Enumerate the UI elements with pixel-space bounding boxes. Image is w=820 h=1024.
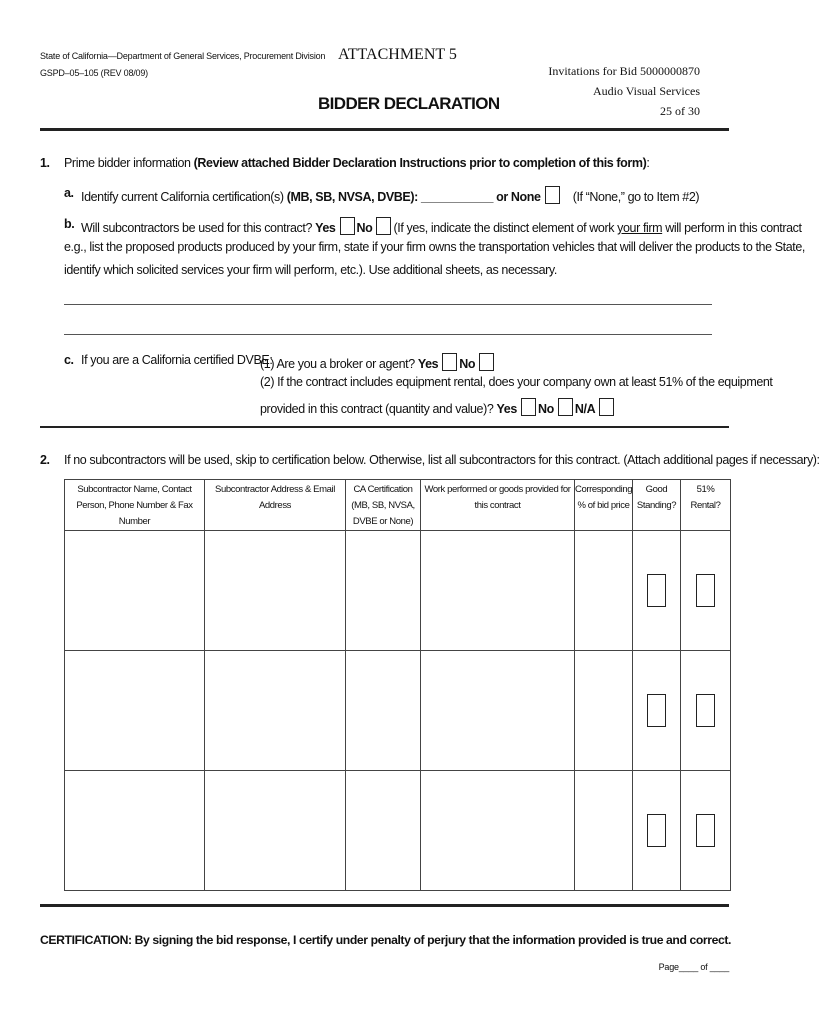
rental-cell [681,771,731,891]
item-1-lead-end: : [646,156,650,170]
certification-statement: CERTIFICATION: By signing the bid response, I certify under penalty of perjury that the information provided is true and correct. [40,933,732,947]
good-standing-checkbox[interactable] [647,814,666,847]
item-1a-cert-field: (MB, SB, NVSA, DVBE): ___________ or None [286,190,541,204]
write-in-line-2[interactable] [64,334,712,335]
rental-cell [681,651,731,771]
good-standing-checkbox[interactable] [647,574,666,607]
name-cell[interactable] [65,531,205,651]
work-cell[interactable] [421,531,575,651]
rental-yes-checkbox[interactable] [521,398,536,416]
good-standing-checkbox[interactable] [647,694,666,727]
no-label: No [356,221,373,235]
item-1a-row [81,186,699,204]
table-row [65,531,731,651]
item-1c-label: c. [64,353,74,367]
col-ca-certification: CA Certification (MB, SB, NVSA, DVBE or None) [346,480,421,531]
name-cell[interactable] [65,771,205,891]
item-1b-line-2: e.g., list the proposed products produced by your firm, state if your firm owns the transportation vehicles that will deliver the products to the State, [64,240,805,254]
item-1b-row [81,217,802,235]
rental-na-checkbox[interactable] [599,398,614,416]
certification-cell[interactable] [346,771,421,891]
item-1-number: 1. [40,156,50,170]
address-cell[interactable] [205,531,346,651]
good-standing-cell [633,651,681,771]
item-1b-line-3: identify which solicited services your firm will perform, etc.). Use additional sheets, as necessary. [64,263,557,277]
table-row [65,651,731,771]
col-subcontractor-name: Subcontractor Name, Contact Person, Phone Number & Fax Number [65,480,205,531]
broker-yes-label: Yes [417,357,439,371]
rental-yes-label: Yes [496,402,517,416]
rental-checkbox[interactable] [696,574,715,607]
work-cell[interactable] [421,771,575,891]
address-cell[interactable] [205,771,346,891]
certification-cell[interactable] [346,531,421,651]
certification-rule [40,904,729,907]
item-1a-note: (If “None,” go to Item #2) [572,190,700,204]
good-standing-cell [633,771,681,891]
col-subcontractor-address: Subcontractor Address & Email Address [205,480,346,531]
broker-yes-checkbox[interactable] [442,353,457,371]
item-2-number: 2. [40,453,50,467]
header-rule [40,128,729,131]
service-name: Audio Visual Services [592,84,700,98]
rental-checkbox[interactable] [696,694,715,727]
section-rule [40,426,729,428]
name-cell[interactable] [65,651,205,771]
rental-no-label: No [537,402,554,416]
table-row [65,771,731,891]
col-bid-price-percent: Corresponding % of bid price [575,480,633,531]
item-1c-1-row [260,353,496,371]
attachment-label: ATTACHMENT 5 [338,46,457,63]
item-1b-label: b. [64,217,75,231]
page-footer: Page____ of ____ [658,962,729,972]
item-1c-text: If you are a California certified DVBE: [81,353,273,367]
broker-no-checkbox[interactable] [479,353,494,371]
invitation-number: Invitations for Bid 5000000870 [548,64,700,78]
subcontractors-yes-checkbox[interactable] [340,217,355,235]
page-title: BIDDER DECLARATION [318,94,500,113]
item-1a-text: Identify current California certification(s) [81,190,287,204]
table-header-row [65,480,731,531]
item-1b-tail-underlined: your firm [617,221,663,235]
certification-cell[interactable] [346,651,421,771]
percent-cell[interactable] [575,651,633,771]
page-of-total: 25 of 30 [660,104,700,118]
item-1-lead-bold: (Review attached Bidder Declaration Instructions prior to completion of this form) [193,156,647,170]
rental-question-line-1: (2) If the contract includes equipment rental, does your company own at least 51% of the equipment [260,375,773,389]
yes-label: Yes [315,221,336,235]
work-cell[interactable] [421,651,575,771]
broker-question: (1) Are you a broker or agent? [260,357,418,371]
rental-cell [681,531,731,651]
subcontractor-table [64,479,731,891]
rental-question-line-2: provided in this contract (quantity and value)? [260,402,497,416]
good-standing-cell [633,531,681,651]
col-work-performed: Work performed or goods provided for this contract [421,480,575,531]
item-1b-tail-post: will perform in this contract [662,221,802,235]
col-good-standing: Good Standing? [633,480,681,531]
item-1-lead: Prime bidder information [64,156,194,170]
write-in-line-1[interactable] [64,304,712,305]
form-number: GSPD–05–105 (REV 08/09) [40,68,148,78]
item-1-heading [64,156,649,170]
rental-checkbox[interactable] [696,814,715,847]
broker-no-label: No [459,357,476,371]
address-cell[interactable] [205,651,346,771]
rental-no-checkbox[interactable] [558,398,573,416]
item-1a-label: a. [64,186,74,200]
item-2-text: If no subcontractors will be used, skip to certification below. Otherwise, list all subcontractors for this contract. (Attach additional pages if necessary): [64,453,820,467]
subcontractors-no-checkbox[interactable] [376,217,391,235]
col-rental: 51% Rental? [681,480,731,531]
rental-na-label: N/A [574,402,596,416]
item-1b-text: Will subcontractors be used for this contract? [81,221,316,235]
agency-line: State of California—Department of General Services, Procurement Division [40,51,326,61]
percent-cell[interactable] [575,771,633,891]
item-1c-2-row [260,398,616,416]
item-1b-tail-pre: (If yes, indicate the distinct element of work [393,221,618,235]
none-checkbox[interactable] [545,186,560,204]
percent-cell[interactable] [575,531,633,651]
